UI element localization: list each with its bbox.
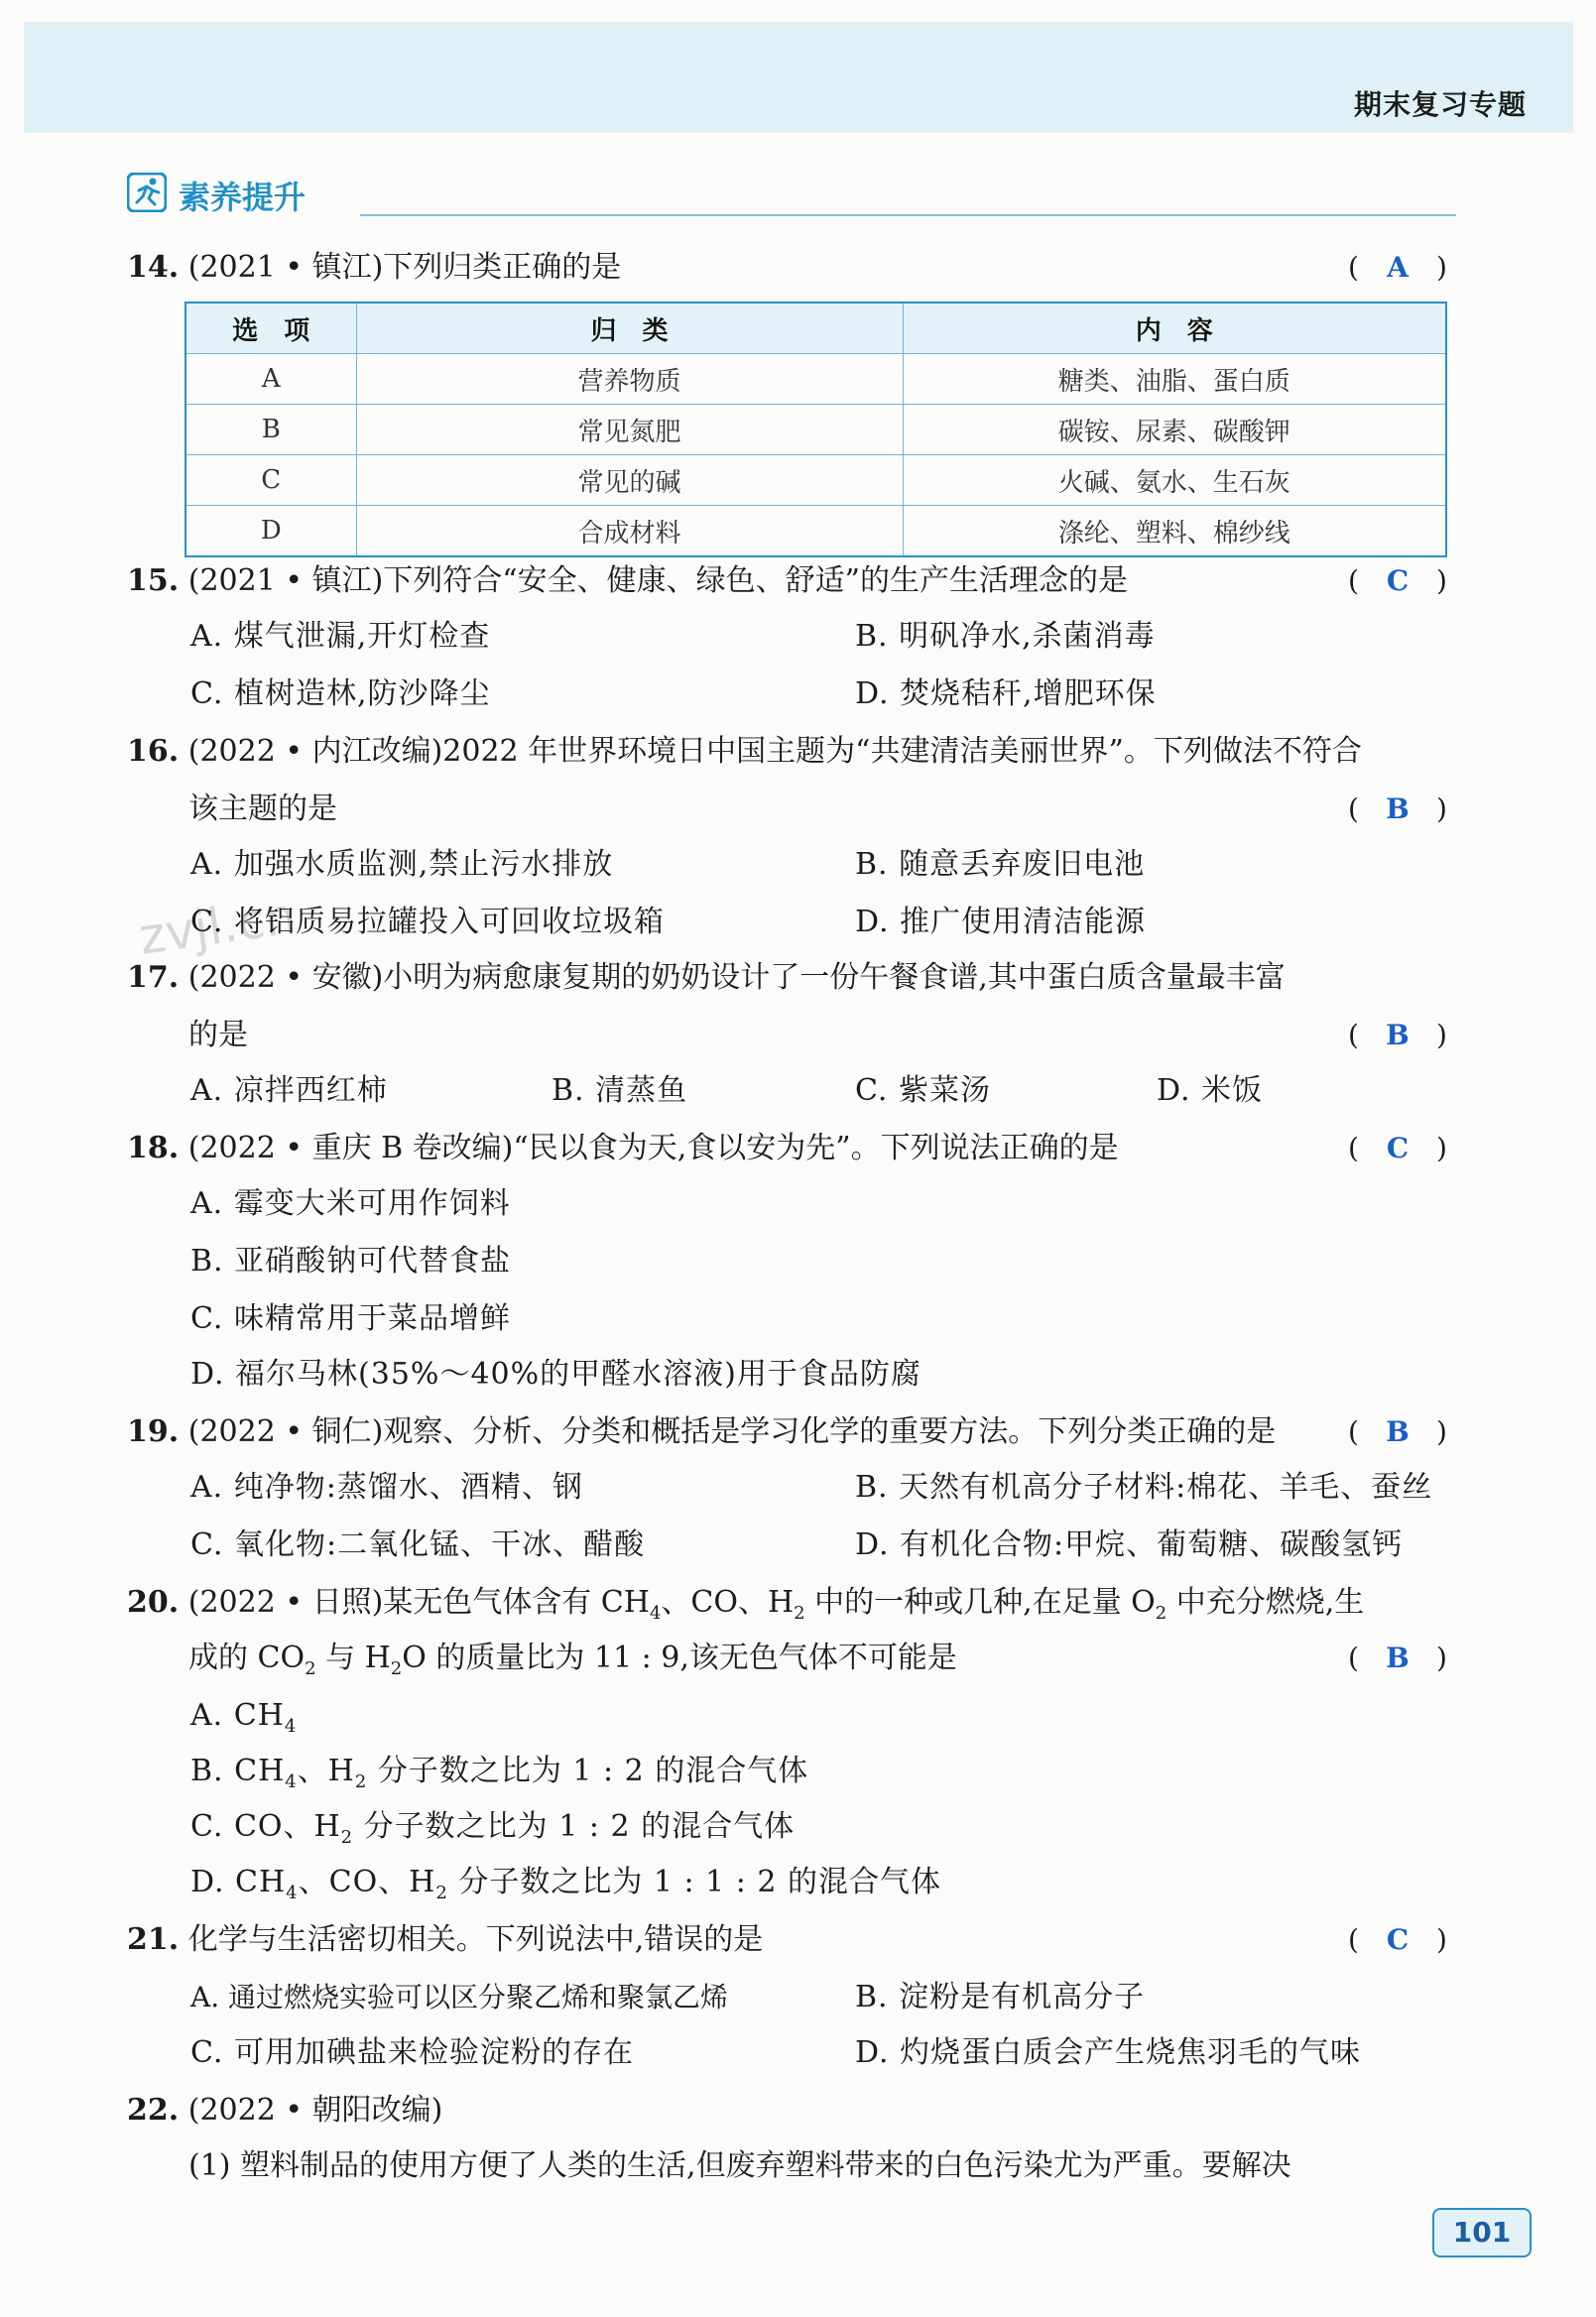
question-17 [127,958,1286,998]
section-heading [127,171,1456,222]
answer-value: B [1386,1642,1410,1674]
answer-19: ( B ) [1348,1412,1447,1452]
option-a: A. 通过燃烧实验可以区分聚乙烯和聚氯乙烯 [190,1981,729,2013]
answer-value: A [1387,251,1409,284]
option-a: A. 霉变大米可用作饲料 [190,1186,511,1221]
option-d: D. 有机化合物:甲烷、葡萄糖、碳酸氢钙 [855,1527,1404,1562]
question-19 [127,1412,1276,1452]
table-row: A 营养物质 糖类、油脂、蛋白质 [185,354,1446,405]
answer-16: ( B ) [1348,790,1447,829]
answer-17: ( B ) [1348,1016,1447,1055]
question-20: 20. (2022 • 日照)某无色气体含有 $CH_4$、CO、$H_2$ 中的一种或几种,在足量 $O_2$ 中充分燃烧,生 [127,1585,1365,1624]
option-c: C. 植树造林,防沙降尘 [190,676,491,711]
question-22 [127,2091,442,2131]
question-text: (2022 • 铜仁)观察、分析、分类和概括是学习化学的重要方法。下列分类正确的是 [187,1414,1277,1449]
answer-value: B [1386,1019,1410,1051]
option-a: A. 纯净物:蒸馏水、酒精、钢 [190,1470,583,1505]
question-number: 15. [127,563,180,598]
answer-value: C [1386,564,1410,597]
page-header-title: 期末复习专题 [1353,88,1527,121]
answer-value: B [1386,1415,1410,1448]
question-text: (2021 • 镇江)下列符合“安全、健康、绿色、舒适”的生产生活理念的是 [187,563,1128,598]
option-c: C. 氧化物:二氧化锰、干冰、醋酸 [190,1527,646,1562]
option-b: B. 淀粉是有机高分子 [855,1980,1146,2014]
question-text: (2021 • 镇江)下列归类正确的是 [187,250,622,285]
answer-value: C [1386,1132,1410,1164]
question-16 [127,732,1362,772]
answer-18: ( C ) [1348,1129,1447,1168]
question-number: 22. [127,2093,180,2128]
option-a: A. 加强水质监测,禁止污水排放 [190,847,614,882]
question-number: 21. [127,1922,180,1957]
question-text-line2: 成的 $CO_2$ 与 $H_2O$ 的质量比为 11 : 9,该无色气体不可能是 [188,1641,957,1679]
option-d: D. 推广使用清洁能源 [855,905,1147,939]
option-d: D. 福尔马林(35%～40%的甲醛水溶液)用于食品防腐 [190,1357,921,1392]
option-b: B. 清蒸鱼 [552,1073,688,1108]
table-row: B 常见氮肥 碳铵、尿素、碳酸钾 [185,405,1446,455]
classification-table [184,302,1447,557]
option-d: D. 米饭 [1157,1073,1264,1108]
question-text: 化学与生活密切相关。下列说法中,错误的是 [187,1922,764,1957]
option-b: B. $CH_4$、$H_2$ 分子数之比为 1 : 2 的混合气体 [190,1754,809,1792]
question-21 [127,1920,763,1960]
option-b: B. 天然有机高分子材料:棉花、羊毛、蚕丝 [855,1470,1433,1505]
question-text: (2022 • 朝阳改编) [187,2093,443,2128]
section-rule [360,214,1456,216]
table-header: 归 类 [356,303,903,354]
question-14 [127,248,621,288]
question-text: (2022 • 重庆 B 卷改编)“民以食为天,食以安为先”。下列说法正确的是 [187,1131,1119,1165]
option-c: C. 将铝质易拉罐投入可回收垃圾箱 [190,905,665,939]
table-header: 选 项 [185,303,356,354]
question-number: 16. [127,734,180,769]
option-a: A. $CH_4$ [190,1698,298,1737]
option-b: B. 亚硝酸钠可代替食盐 [190,1244,512,1279]
option-c: C. 紫菜汤 [855,1073,991,1108]
table-header: 内 容 [903,303,1446,354]
question-number: 14. [127,250,180,285]
question-text-line2: 的是 [188,1018,248,1052]
option-a: A. 凉拌西红柿 [190,1073,388,1108]
question-text-line2: 该主题的是 [188,792,337,826]
table-row: C 常见的碱 火碱、氨水、生石灰 [185,455,1446,506]
option-b: B. 随意丢弃废旧电池 [855,847,1146,882]
watermark: zvjl.cn [135,887,300,966]
question-number: 20. [127,1585,180,1620]
table-row: D 合成材料 涤纶、塑料、棉纱线 [185,506,1446,557]
question-18 [127,1129,1119,1168]
table-header-row [185,303,1446,354]
option-c: C. 味精常用于菜品增鲜 [190,1301,511,1336]
header-band [24,22,1573,133]
answer-value: C [1386,1923,1410,1956]
option-c: C. 可用加碘盐来检验淀粉的存在 [190,2035,634,2070]
question-number: 19. [127,1414,180,1449]
option-d: D. $CH_4$、CO、$H_2$ 分子数之比为 1 : 1 : 2 的混合气体 [190,1865,942,1903]
question-15 [127,561,1128,601]
answer-value: B [1386,793,1410,825]
question-number: 18. [127,1131,180,1165]
question-22-part-1: (1) 塑料制品的使用方便了人类的生活,但废弃塑料带来的白色污染尤为严重。要解决 [188,2148,1291,2183]
option-c: C. CO、$H_2$ 分子数之比为 1 : 2 的混合气体 [190,1809,796,1848]
question-text: (2022 • 内江改编)2022 年世界环境日中国主题为“共建清洁美丽世界”。下列做法不符合 [187,734,1362,769]
question-text: (2022 • 安徽)小明为病愈康复期的奶奶设计了一份午餐食谱,其中蛋白质含量最丰富 [187,960,1286,995]
answer-20: ( B ) [1348,1639,1447,1678]
question-number: 17. [127,960,180,995]
answer-14: ( A ) [1348,248,1447,288]
answer-15: ( C ) [1348,561,1447,601]
option-d: D. 焚烧秸秆,增肥环保 [855,676,1157,711]
section-title: 素养提升 [179,179,307,216]
option-a: A. 煤气泄漏,开灯检查 [190,619,491,654]
option-d: D. 灼烧蛋白质会产生烧焦羽毛的气味 [855,2035,1362,2070]
option-b: B. 明矾净水,杀菌消毒 [855,619,1156,654]
page-number: 101 [1432,2208,1532,2257]
runner-icon [127,173,167,212]
answer-21: ( C ) [1348,1920,1447,1960]
